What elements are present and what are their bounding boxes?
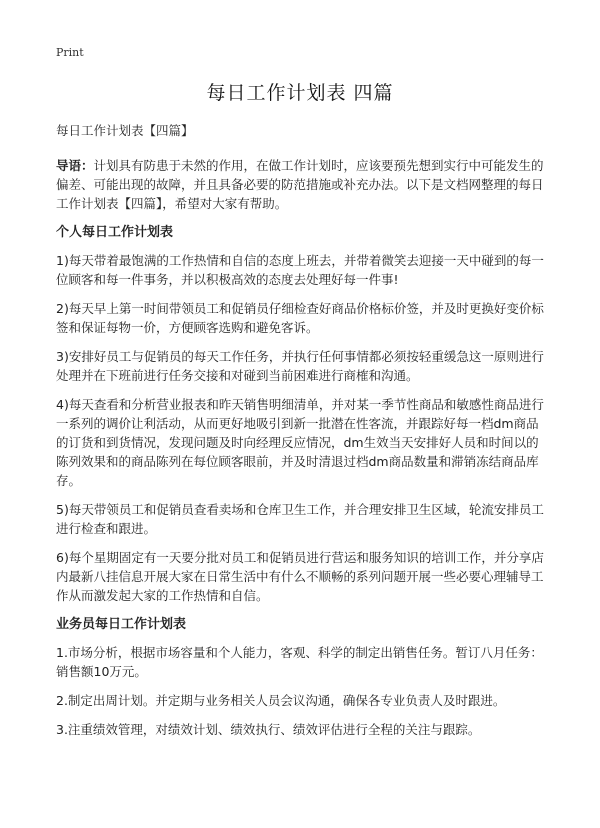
list-item: 2)每天早上第一时间带领员工和促销员仔细检查好商品价格标价签，并及时更换好变价标签和保证每物一价，方便顾客选购和避免客诉。: [56, 301, 544, 335]
intro-label: 导语：: [56, 158, 94, 173]
list-item: 5)每天带领员工和促销员查看卖场和仓库卫生工作，并合理安排卫生区域，轮流安排员工进行检查和跟进。: [56, 502, 544, 536]
list-item: 2.制定出周计划。并定期与业务相关人员会议沟通，确保各专业负责人及时跟进。: [56, 693, 506, 708]
section-heading-personal: 个人每日工作计划表: [56, 225, 174, 240]
document-body: [56, 121, 545, 749]
list-item: 3)安排好员工与促销员的每天工作任务，并执行任何事情都必须按轻重缓急这一原则进行处理并在下班前进行任务交接和对碰到当前困难进行商榷和沟通。: [56, 349, 544, 383]
section-salesperson: [56, 615, 545, 739]
page-title: 每日工作计划表 四篇: [206, 82, 394, 104]
section-personal: [56, 223, 545, 605]
intro-text: 计划具有防患于未然的作用，在做工作计划时，应该要预先想到实行中可能发生的偏差、可能出现的故障，并且具备必要的防范措施或补充办法。以下是文档网整理的每日工作计划表【四篇】，希望对大家有帮助。: [56, 158, 544, 211]
print-link[interactable]: Print: [56, 46, 84, 59]
list-item: 1)每天带着最饱满的工作热情和自信的态度上班去，并带着微笑去迎接一天中碰到的每一位顾客和每一件事务，并以积极高效的态度去处理好每一件事!: [56, 253, 544, 287]
document-subtitle: 每日工作计划表【四篇】: [56, 123, 194, 138]
list-item: 3.注重绩效管理，对绩效计划、绩效执行、绩效评估进行全程的关注与跟踪。: [56, 722, 481, 737]
list-item: 4)每天查看和分析营业报表和昨天销售明细清单，并对某一季节性商品和敏感性商品进行一系列的调价让利活动，从而更好地吸引到新一批潜在性客流，并跟踪好每一档dm商品的订货和到货情况，发现问题及时向经理反应情况，dm生效当天安排好人员和时间以的陈列效果和的商品陈列在每位顾客眼前，并及时清退过档dm商品数量和滞销冻结商品库存。: [56, 397, 544, 488]
list-item: 6)每个星期固定有一天要分批对员工和促销员进行营运和服务知识的培训工作，并分享店内最新八挂信息开展大家在日常生活中有什么不顺畅的系列问题开展一些必要心理辅导工作从而激发起大家的工作热情和自信。: [56, 550, 544, 603]
section-heading-salesperson: 业务员每日工作计划表: [56, 617, 187, 632]
list-item: 1.市场分析，根据市场容量和个人能力，客观、科学的制定出销售任务。暂订八月任务：销售额10万元。: [56, 645, 543, 679]
intro-paragraph: [56, 156, 545, 213]
